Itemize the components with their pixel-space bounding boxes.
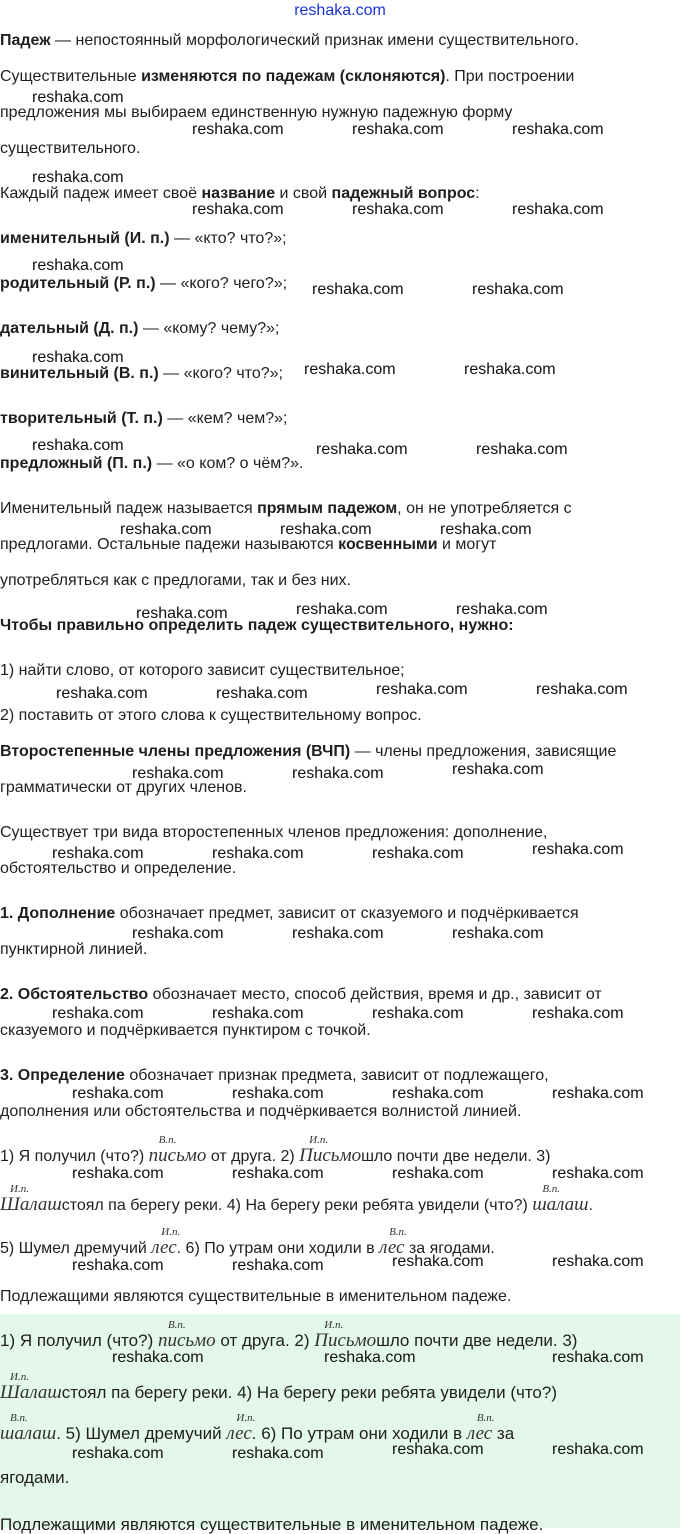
- case-dative: [0, 320, 280, 338]
- watermark: reshaka.com: [312, 281, 404, 298]
- answer-line-4: ягодами.: [0, 1468, 70, 1487]
- watermark: reshaka.com: [216, 685, 308, 702]
- definition-adverbial-1: [0, 986, 602, 1004]
- case-name: предложный (П. п.): [0, 455, 153, 472]
- watermark: reshaka.com: [120, 521, 212, 538]
- watermark: reshaka.com: [72, 1445, 164, 1462]
- definition-object-2: пунктирной линией.: [0, 941, 148, 958]
- watermark: reshaka.com: [372, 1005, 464, 1022]
- watermark: reshaka.com: [552, 1253, 644, 1270]
- definition-attribute-2: дополнения или обстоятельства и подчёркивается волнистой линией.: [0, 1103, 522, 1120]
- word: Шалаш: [0, 1194, 62, 1215]
- case-name: родительный (Р. п.): [0, 275, 156, 292]
- case-prepositional: [0, 455, 304, 473]
- case-name: винительный (В. п.): [0, 365, 159, 382]
- watermark: reshaka.com: [352, 121, 444, 138]
- word: Шалаш: [0, 1382, 62, 1403]
- case-name: творительный (Т. п.): [0, 410, 163, 427]
- case-name: дательный (Д. п.): [0, 320, 139, 337]
- watermark: reshaka.com: [32, 257, 124, 274]
- word: лес: [379, 1237, 405, 1258]
- case-mark: И.п.: [161, 1226, 181, 1238]
- watermark: reshaka.com: [72, 1085, 164, 1102]
- watermark: reshaka.com: [212, 845, 304, 862]
- text: от друга. 2): [215, 1331, 315, 1350]
- definition-adverbial-2: сказуемого и подчёркивается пунктиром с точкой.: [0, 1022, 371, 1039]
- watermark: reshaka.com: [372, 845, 464, 862]
- text: от друга. 2): [206, 1148, 300, 1165]
- case-mark: И.п.: [10, 1371, 29, 1383]
- handwritten-word: [0, 1371, 62, 1403]
- watermark: reshaka.com: [376, 681, 468, 698]
- text: .: [588, 1197, 593, 1214]
- watermark: reshaka.com: [192, 201, 284, 218]
- paragraph-three-types-1: Существует три вида второстепенных членов предложения: дополнение,: [0, 824, 548, 841]
- watermark: reshaka.com: [392, 1165, 484, 1182]
- text: за: [492, 1424, 515, 1443]
- step-1: 1) найти слово, от которого зависит существительное;: [0, 662, 405, 679]
- paragraph-secondary-2: грамматически от других членов.: [0, 779, 247, 796]
- watermark: reshaka.com: [292, 925, 384, 942]
- handwritten-word: [532, 1183, 589, 1215]
- term-attribute: 3. Определение: [0, 1067, 125, 1084]
- word: шалаш: [532, 1194, 589, 1215]
- term-declension: изменяются по падежам (склоняются): [141, 68, 446, 85]
- watermark: reshaka.com: [52, 1005, 144, 1022]
- watermark: reshaka.com: [552, 1165, 644, 1182]
- case-instrumental: [0, 410, 288, 428]
- term-question: падежный вопрос: [331, 185, 476, 202]
- watermark: reshaka.com: [472, 281, 564, 298]
- case-mark: И.п.: [10, 1183, 29, 1195]
- watermark: reshaka.com: [392, 1441, 484, 1458]
- text: шло почти две недели. 3): [376, 1331, 578, 1350]
- case-mark: И.п.: [324, 1319, 344, 1331]
- case-question: — «кого? чего?»;: [155, 275, 288, 292]
- case-name: именительный (И. п.): [0, 230, 170, 247]
- handwritten-word: [148, 1134, 207, 1166]
- watermark: reshaka.com: [440, 521, 532, 538]
- handwritten-word: [299, 1134, 362, 1166]
- word: лес: [466, 1423, 493, 1444]
- watermark: reshaka.com: [32, 349, 124, 366]
- watermark: reshaka.com: [132, 765, 224, 782]
- watermark: reshaka.com: [452, 761, 544, 778]
- watermark: reshaka.com: [552, 1349, 644, 1366]
- case-mark: В.п.: [158, 1134, 177, 1146]
- text: обозначает предмет, зависит от сказуемого и подчёркивается: [115, 905, 579, 922]
- text: Существительные: [0, 68, 142, 85]
- exercise-conclusion: Подлежащими являются существительные в именительном падеже.: [0, 1288, 512, 1305]
- case-question: — «кого? что?»;: [158, 365, 283, 382]
- text: обозначает место, способ действия, время и др., зависит от: [148, 986, 602, 1003]
- word: Письмо: [314, 1330, 377, 1351]
- watermark: reshaka.com: [72, 1165, 164, 1182]
- text: Каждый падеж имеет своё: [0, 185, 202, 202]
- watermark: reshaka.com: [32, 437, 124, 454]
- case-genitive: [0, 275, 287, 293]
- watermark: reshaka.com: [464, 361, 556, 378]
- paragraph-declension-2: предложения мы выбираем единственную нужную падежную форму: [0, 104, 513, 121]
- term-oblique: косвенными: [338, 536, 438, 553]
- text: 5) Шумел дремучий: [0, 1240, 152, 1257]
- watermark: reshaka.com: [112, 1349, 204, 1366]
- site-header-link[interactable]: reshaka.com: [294, 2, 386, 19]
- watermark: reshaka.com: [232, 1165, 324, 1182]
- text: предлогами. Остальные падежи называются: [0, 536, 339, 553]
- watermark: reshaka.com: [392, 1253, 484, 1270]
- paragraph-direct-case-1: [0, 500, 572, 518]
- case-mark: В.п.: [389, 1226, 407, 1238]
- watermark: reshaka.com: [476, 441, 568, 458]
- term-secondary-members: Второстепенные члены предложения (ВЧП): [0, 743, 351, 760]
- handwritten-word: [157, 1319, 216, 1351]
- handwritten-word: [314, 1319, 377, 1351]
- case-mark: И.п.: [309, 1134, 329, 1146]
- watermark: reshaka.com: [552, 1085, 644, 1102]
- answer-line-1: [0, 1319, 578, 1351]
- text: :: [475, 185, 480, 202]
- definition-attribute-1: [0, 1067, 549, 1085]
- watermark: reshaka.com: [32, 169, 124, 186]
- watermark: reshaka.com: [136, 605, 228, 622]
- paragraph-how-to: Чтобы правильно определить падеж существительного, нужно:: [0, 617, 514, 634]
- word: шалаш: [0, 1423, 57, 1444]
- case-question: — «кому? чему?»;: [138, 320, 280, 337]
- handwritten-word: [151, 1226, 181, 1258]
- case-mark: В.п.: [10, 1412, 28, 1424]
- case-question: — «кто? что?»;: [169, 230, 287, 247]
- watermark: reshaka.com: [232, 1257, 324, 1274]
- case-mark: В.п.: [476, 1412, 495, 1424]
- watermark: reshaka.com: [392, 1085, 484, 1102]
- watermark: reshaka.com: [32, 89, 124, 106]
- text: стоял па берегу реки. 4) На берегу реки ребята увидели (что?): [61, 1197, 533, 1214]
- word: лес: [226, 1423, 252, 1444]
- watermark: reshaka.com: [512, 201, 604, 218]
- watermark: reshaka.com: [232, 1085, 324, 1102]
- text: Именительный падеж называется: [0, 500, 258, 517]
- answer-line-2: [0, 1371, 558, 1403]
- watermark: reshaka.com: [536, 681, 628, 698]
- text: , он не употребляется с: [397, 500, 572, 517]
- step-2: 2) поставить от этого слова к существительному вопрос.: [0, 707, 422, 724]
- paragraph-direct-case-2: [0, 536, 496, 554]
- definition-object-1: [0, 905, 579, 923]
- word: письмо: [157, 1330, 216, 1351]
- text: стоял па берегу реки. 4) На берегу реки ребята увидели (что?): [61, 1383, 558, 1402]
- watermark: reshaka.com: [292, 765, 384, 782]
- text: и свой: [275, 185, 332, 202]
- case-question: — «о ком? о чём?».: [152, 455, 304, 472]
- watermark: reshaka.com: [280, 521, 372, 538]
- watermark: reshaka.com: [132, 925, 224, 942]
- watermark: reshaka.com: [56, 685, 148, 702]
- watermark: reshaka.com: [512, 121, 604, 138]
- watermark: reshaka.com: [452, 925, 544, 942]
- text: 1) Я получил (что?): [0, 1148, 149, 1165]
- paragraph-declension-1: [0, 68, 574, 86]
- answer-conclusion: Подлежащими являются существительные в именительном падеже.: [0, 1515, 544, 1534]
- paragraph-case-definition: [0, 32, 579, 50]
- watermark: reshaka.com: [352, 201, 444, 218]
- case-mark: В.п.: [167, 1319, 186, 1331]
- watermark: reshaka.com: [52, 845, 144, 862]
- text: — члены предложения, зависящие: [350, 743, 617, 760]
- term-case: Падеж: [0, 32, 51, 49]
- text: — непостоянный морфологический признак имени существительного.: [50, 32, 579, 49]
- case-mark: В.п.: [542, 1183, 561, 1195]
- case-nominative: [0, 230, 287, 248]
- word: Письмо: [299, 1145, 362, 1166]
- exercise-line-1: [0, 1134, 551, 1166]
- word: письмо: [148, 1145, 207, 1166]
- watermark: reshaka.com: [456, 601, 548, 618]
- watermark: reshaka.com: [296, 601, 388, 618]
- text: за ягодами.: [404, 1240, 495, 1257]
- handwritten-word: [0, 1412, 57, 1444]
- term-name: название: [201, 185, 276, 202]
- handwritten-word: [0, 1183, 62, 1215]
- term-object: 1. Дополнение: [0, 905, 116, 922]
- watermark: reshaka.com: [324, 1349, 416, 1366]
- text: . 5) Шумел дремучий: [56, 1424, 227, 1443]
- watermark: reshaka.com: [72, 1257, 164, 1274]
- watermark: reshaka.com: [192, 121, 284, 138]
- case-mark: И.п.: [236, 1412, 256, 1424]
- case-accusative: [0, 365, 283, 383]
- text: . При построении: [445, 68, 575, 85]
- term-direct-case: прямым падежом: [257, 500, 398, 517]
- watermark: reshaka.com: [232, 1445, 324, 1462]
- text: и могут: [437, 536, 497, 553]
- paragraph-secondary-1: [0, 743, 616, 761]
- watermark: reshaka.com: [532, 1005, 624, 1022]
- text: обозначает признак предмета, зависит от подлежащего,: [124, 1067, 549, 1084]
- watermark: reshaka.com: [316, 441, 408, 458]
- handwritten-word: [226, 1412, 256, 1444]
- term-adverbial: 2. Обстоятельство: [0, 986, 149, 1003]
- paragraph-direct-case-3: употребляться как с предлогами, так и без них.: [0, 572, 351, 589]
- watermark: reshaka.com: [304, 361, 396, 378]
- paragraph-declension-3: существительного.: [0, 140, 141, 157]
- text: . 6) По утрам они ходили в: [251, 1424, 467, 1443]
- paragraph-three-types-2: обстоятельство и определение.: [0, 860, 237, 877]
- watermark: reshaka.com: [532, 841, 624, 858]
- word: лес: [151, 1237, 177, 1258]
- text: 1) Я получил (что?): [0, 1331, 158, 1350]
- text: шло почти две недели. 3): [361, 1148, 551, 1165]
- case-question: — «кем? чем?»;: [162, 410, 288, 427]
- watermark: reshaka.com: [552, 1441, 644, 1458]
- text: . 6) По утрам они ходили в: [176, 1240, 380, 1257]
- exercise-line-2: [0, 1183, 593, 1215]
- watermark: reshaka.com: [212, 1005, 304, 1022]
